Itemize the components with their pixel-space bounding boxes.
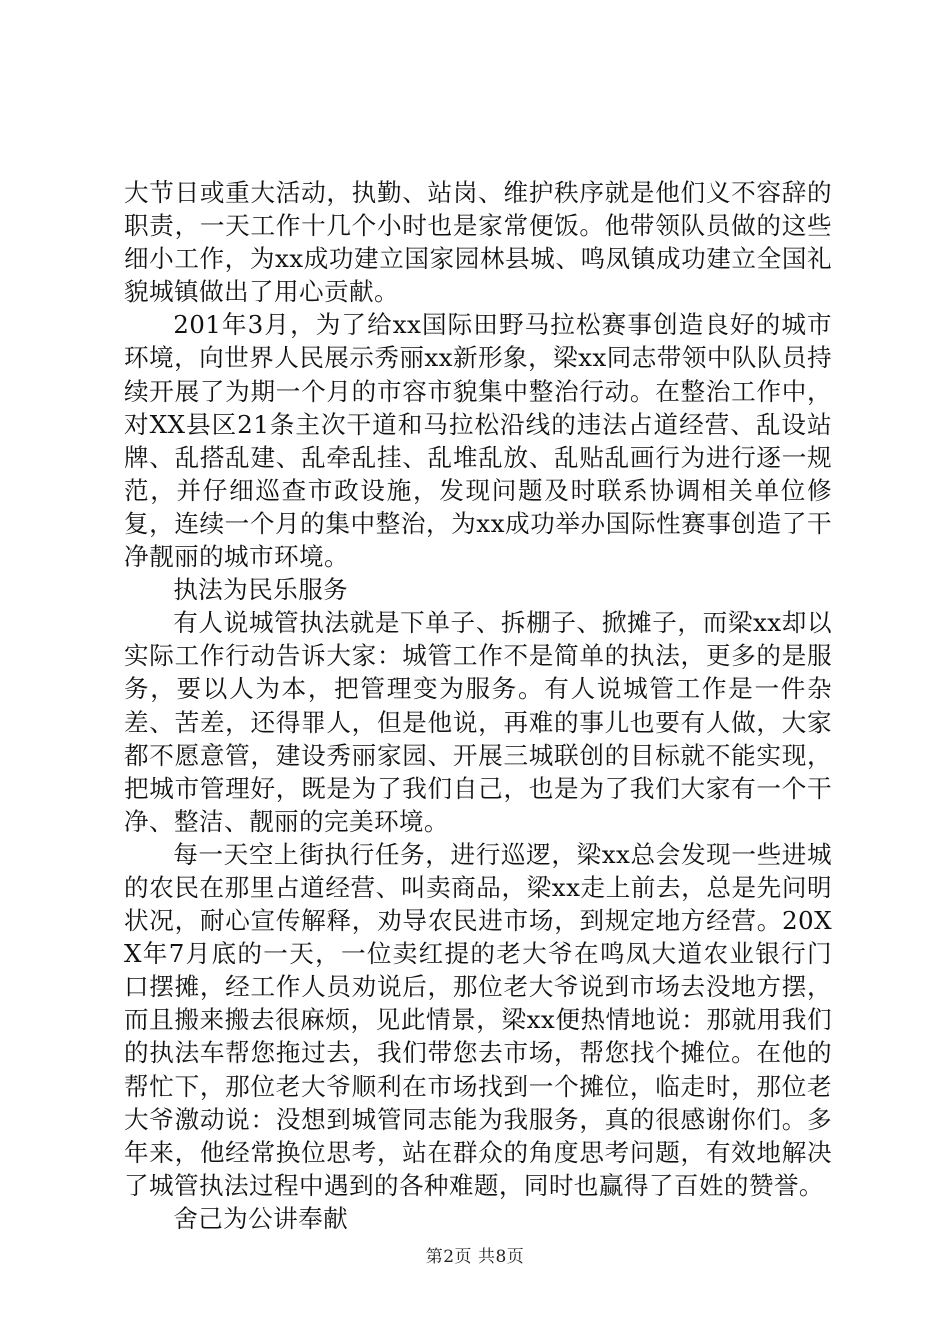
- paragraph-3: 有人说城管执法就是下单子、拆棚子、掀摊子，而梁xx却以实际工作行动告诉大家：城管工作不是简单的执法，更多的是服务，要以人为本，把管理变为服务。有人说城管工作是一件杂差、苦差，还得罪人，但是他说，再难的事儿也要有人做，大家都不愿意管，建设秀丽家园、开展三城联创的目标就不能实现，把城市管理好，既是为了我们自己，也是为了我们大家有一个干净、整洁、靓丽的完美环境。: [124, 608, 832, 836]
- section-heading-service: 执法为民乐服务: [173, 575, 349, 605]
- paragraph-4: 每一天空上街执行任务，进行巡逻，梁xx总会发现一些进城的农民在那里占道经营、叫卖商品，梁xx走上前去，总是先问明状况，耐心宣传解释，劝导农民进市场，到规定地方经营。20XX年7月底的一天，一位卖红提的老大爷在鸣凤大道农业银行门口摆摊，经工作人员劝说后，那位老大爷说到市场去没地方摆，而且搬来搬去很麻烦，见此情景，梁xx便热情地说：那就用我们的执法车帮您拖过去，我们带您去市场，帮您找个摊位。在他的帮忙下，那位老大爷顺利在市场找到一个摊位，临走时，那位老大爷激动说：没想到城管同志能为我服务，真的很感谢你们。多年来，他经常换位思考，站在群众的角度思考问题，有效地解决了城管执法过程中遇到的各种难题，同时也赢得了百姓的赞誉。: [124, 839, 832, 1200]
- page-number-footer: 第2页 共8页: [425, 1247, 525, 1267]
- paragraph-1: 大节日或重大活动，执勤、站岗、维护秩序就是他们义不容辞的职责，一天工作十几个小时也是家常便饭。他带领队员做的这些细小工作，为xx成功建立国家园林县城、鸣凤镇成功建立全国礼貌城镇做出了用心贡献。: [124, 178, 832, 307]
- section-heading-dedication: 舍己为公讲奉献: [173, 1203, 349, 1233]
- document-body: [124, 176, 832, 1235]
- paragraph-2: 201年3月，为了给xx国际田野马拉松赛事创造良好的城市环境，向世界人民展示秀丽xx新形象，梁xx同志带领中队队员持续开展了为期一个月的市容市貌集中整治行动。在整治工作中，对XX县区21条主次干道和马拉松沿线的违法占道经营、乱设站牌、乱搭乱建、乱牵乱挂、乱堆乱放、乱贴乱画行为进行逐一规范，并仔细巡查市政设施，发现问题及时联系协调相关单位修复，连续一个月的集中整治，为xx成功举办国际性赛事创造了干净靓丽的城市环境。: [124, 310, 832, 572]
